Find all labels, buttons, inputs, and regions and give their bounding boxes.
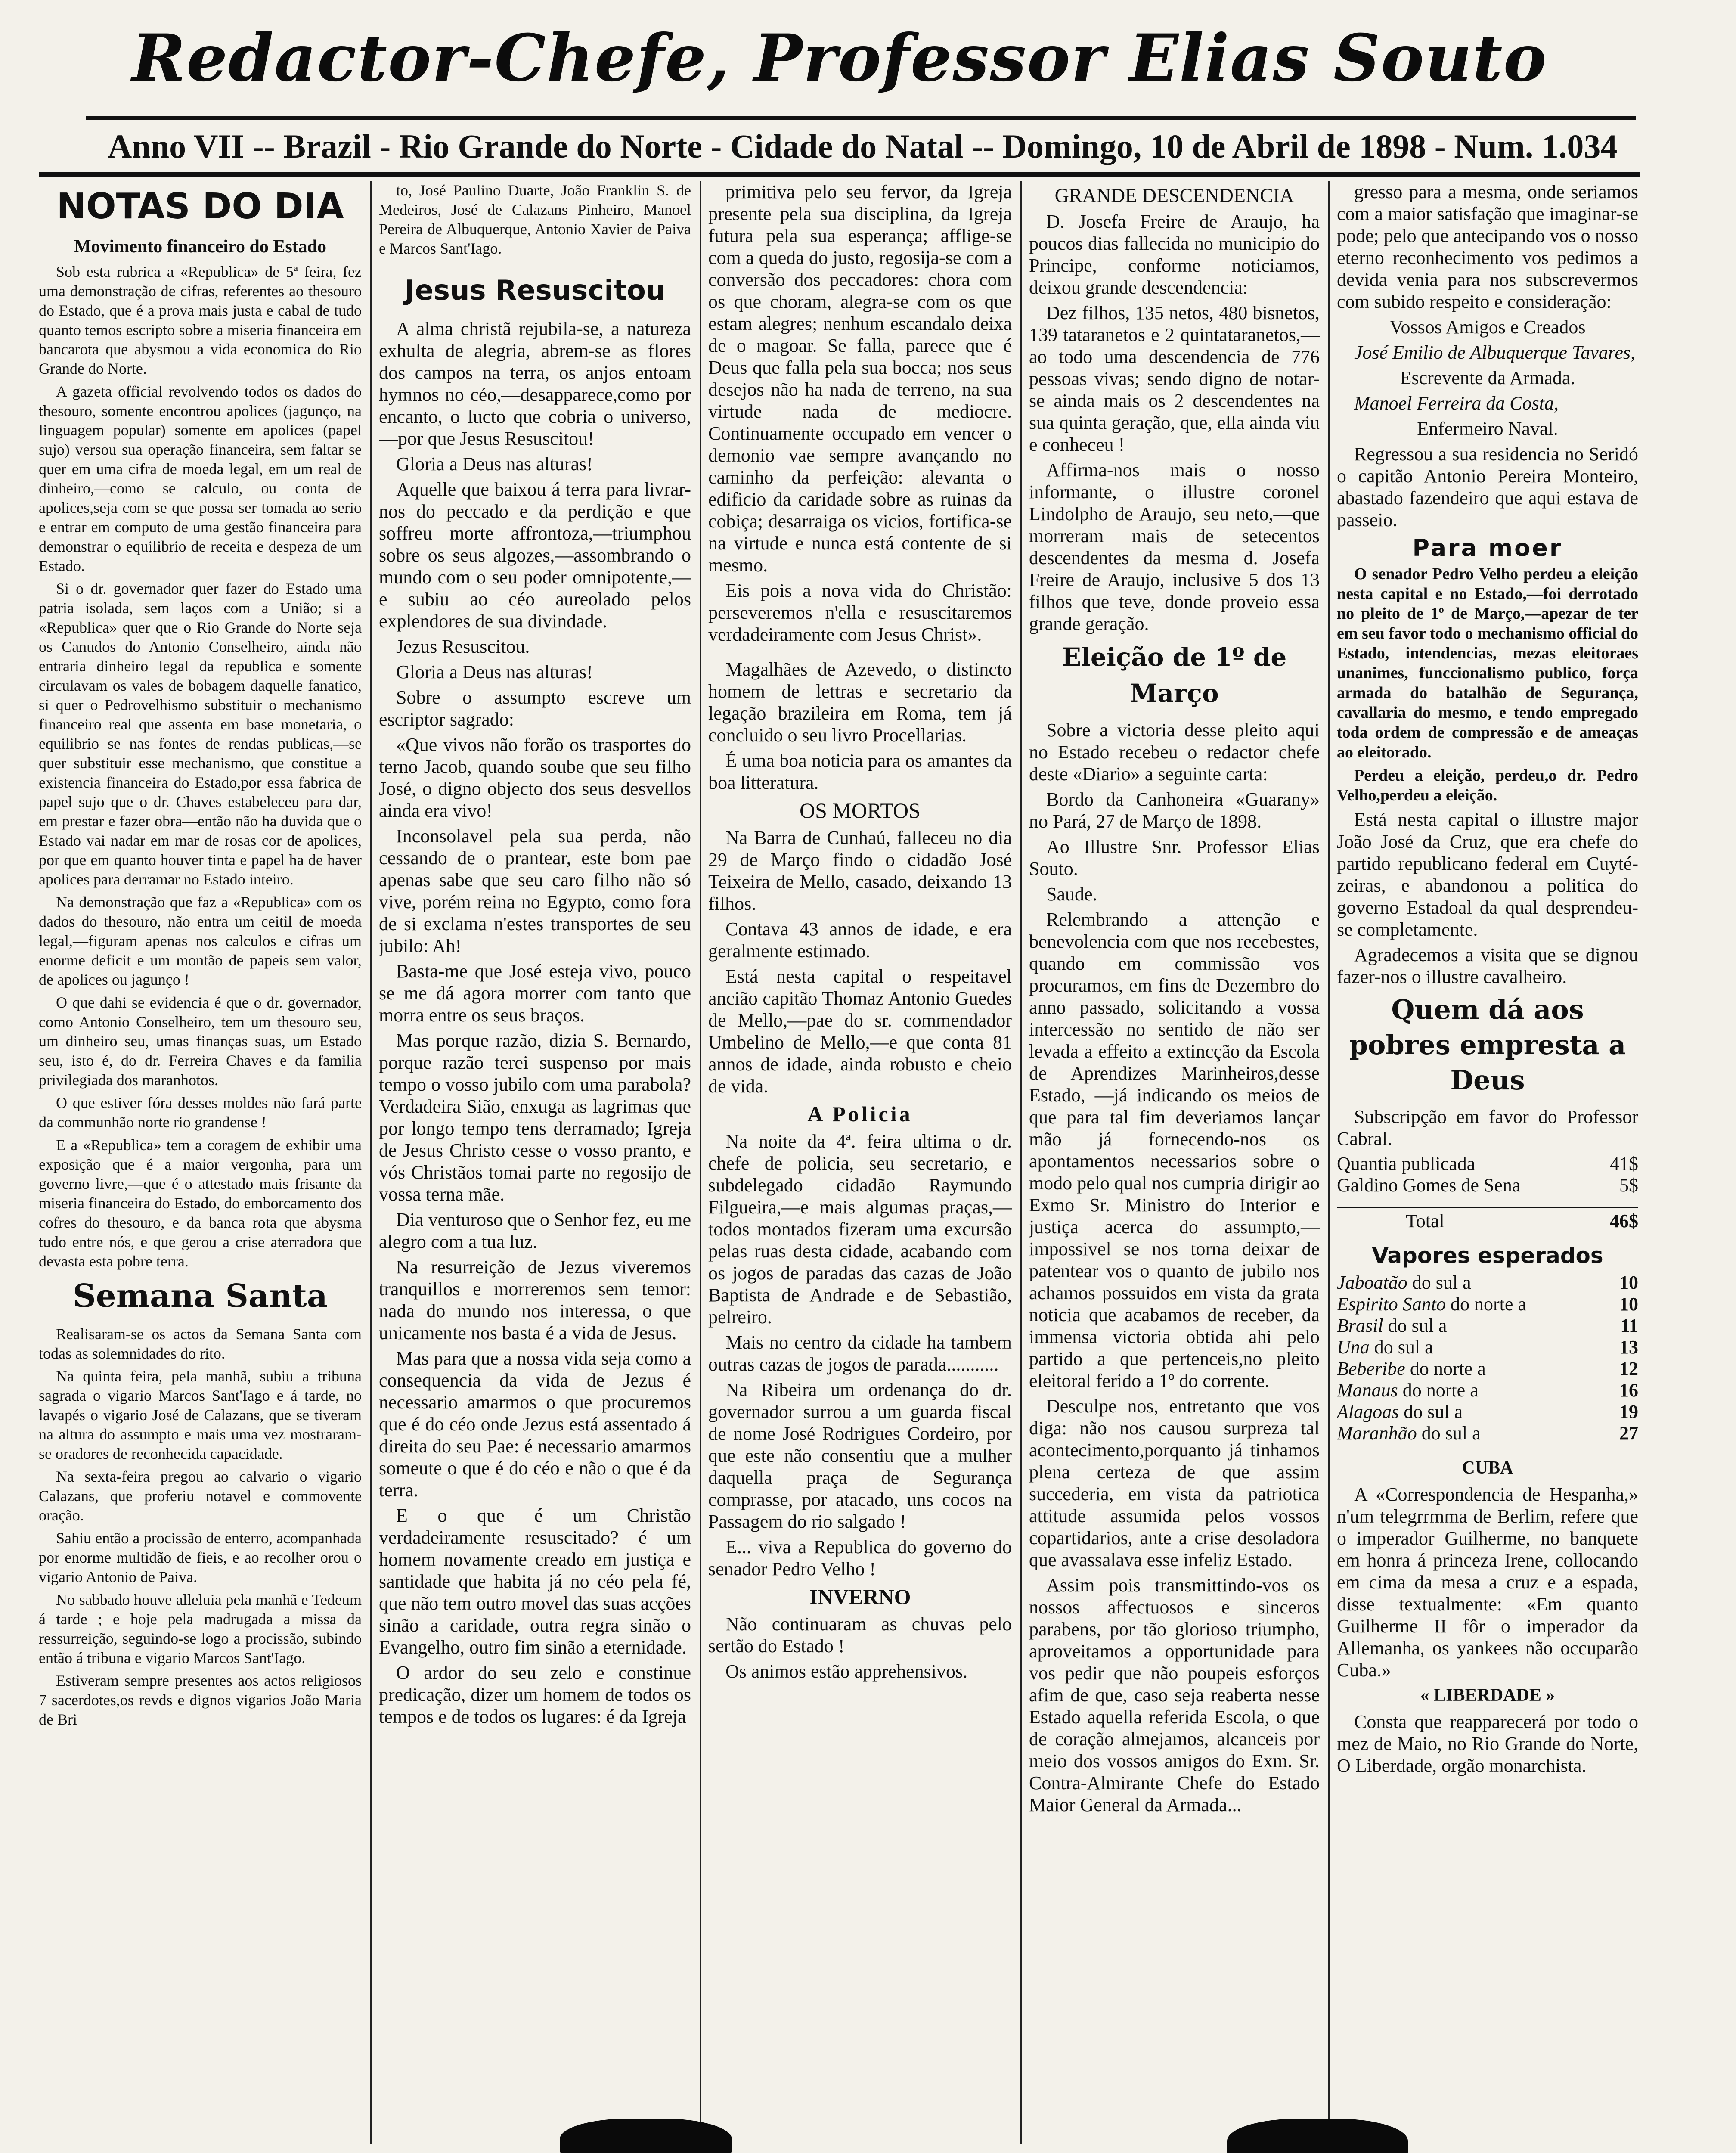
paragraph: A alma christã rejubila-se, a natureza exhulta de alegria, abrem-se as flores dos campos na terra, os anjos entoam hymnos no céo,—desapparece,como por encanto, o lucto que cobria o universo,—por que Jesus Resuscitou!: [379, 318, 691, 449]
grande-descendencia-heading: GRANDE DESCENDENCIA: [1054, 184, 1294, 206]
paragraph: Sob esta rubrica a «Republica» de 5ª feira, fez uma demonstração de cifras, referentes ao thesouro do Estado, que é a prova mais justa e cabal de tudo quanto temos escripto sobre a miseria financeira em bancarota que abysmou a vida economica do Rio Grande do Norte.: [39, 263, 362, 377]
vapor-item: [1337, 1401, 1638, 1423]
ink-blot: [1227, 2119, 1408, 2153]
vapor-item: [1337, 1423, 1638, 1444]
paragraph: Mas porque razão, dizia S. Bernardo, porque razão terei suspenso por mais tempo o vosso jubilo com uma parabola? Verdadeira Sião, enxuga as lagrimas que por longo tempo tens derramado; Igreja de Jesus Christo cesse o vosso pranto, e vós Christãos tomai parte no regosijo de vossa terna mãe.: [379, 1030, 691, 1205]
signature-line: Escrevente da Armada.: [1400, 367, 1575, 388]
column-2: [379, 181, 691, 2153]
paragraph: Está nesta capital o illustre major João José da Cruz, que era chefe do partido republicano federal em Cuyté-zeiras, e abandonou a politica do governo Estadoal da qual desprendeu-se completamente.: [1337, 809, 1638, 940]
paragraph: Está nesta capital o respeitavel ancião capitão Thomaz Antonio Guedes de Mello,—pae do sr. commendador Umbelino de Mello,—e que conta 81 annos de idade, ainda robusto e cheio de vida.: [708, 966, 1012, 1097]
ship-name: Brasil: [1337, 1315, 1383, 1336]
masthead-rule: [86, 116, 1636, 120]
paragraph: Perdeu a eleição, perdeu,o dr. Pedro Velho,perdeu a eleição.: [1337, 766, 1638, 804]
ship-route: do norte a: [1410, 1358, 1486, 1379]
paragraph: Magalhães de Azevedo, o distincto homem de lettras e secretario da legação brazileira em Roma, tem já concluido o seu livro Procellarias.: [708, 659, 1012, 746]
ship-route: do sul a: [1374, 1337, 1433, 1358]
paragraph: Aquelle que baixou á terra para livrar-nos do peccado e da perdição e que soffreu morte affrontoza,—triumphou sobre os seus algozes,—assombrando o mundo com o seu poder omnipotente,—e subiu ao céo aureolado pelos explendores de sua divindade.: [379, 479, 691, 632]
column-3: [708, 181, 1012, 2153]
paragraph: D. Josefa Freire de Araujo, ha poucos dias fallecida no municipio do Principe, conforme noticiamos, deixou grande descendencia:: [1029, 211, 1320, 298]
paragraph: Ao Illustre Snr. Professor Elias Souto.: [1029, 836, 1320, 879]
notas-do-dia-heading: NOTAS DO DIA: [56, 186, 344, 227]
vapores-list: [1337, 1272, 1638, 1444]
notas-subheading: Movimento financeiro do Estado: [74, 237, 327, 257]
paragraph: Sahiu então a procissão de enterro, acompanhada por enorme multidão de fieis, e ao recolher orou o vigario Antonio de Paiva.: [39, 1529, 362, 1585]
cuba-heading: CUBA: [1462, 1458, 1513, 1478]
ship-route: do sul a: [1412, 1272, 1471, 1293]
column-4: [1029, 181, 1320, 2153]
vapor-item: [1337, 1337, 1638, 1358]
paragraph: Jezus Resuscitou.: [396, 636, 530, 657]
column-rule: [1020, 181, 1022, 2144]
ship-day: 11: [1620, 1315, 1638, 1336]
ship-name: Una: [1337, 1337, 1370, 1358]
paragraph: Assim pois transmittindo-vos os nossos affectuosos e sinceros parabens, por tão glorioso triumpho, aproveitamos a opportunidade para vos pedir que não poupeis esforços afim de que, caso seja reaberta nesse Estado aquella referida Escola, o que de coração almejamos, alcanceis por meio dos vossos amigos do Exm. Sr. Contra-Almirante Chefe do Estado Maior General da Armada...: [1029, 1575, 1320, 1815]
paragraph: Gloria a Deus nas alturas!: [396, 661, 593, 683]
semana-santa-heading: Semana Santa: [73, 1278, 328, 1315]
paragraph: Não continuaram as chuvas pelo sertão do Estado !: [708, 1613, 1012, 1657]
paragraph: Dia venturoso que o Senhor fez, eu me alegro com a tua luz.: [379, 1209, 691, 1252]
notas-body: [39, 262, 362, 1271]
vapor-item: [1337, 1272, 1638, 1294]
ship-day: 10: [1619, 1294, 1638, 1315]
ship-day: 19: [1619, 1401, 1638, 1422]
ship-name: Espirito Santo: [1337, 1294, 1446, 1315]
paragraph: Na Ribeira um ordenança do dr. governador surrou a um guarda fiscal de nome José Rodrigues Cordeiro, por que este não consentiu que a mulher daquella praça de Segurança comprasse, por atacado, uns cocos na Passagem do rio salgado !: [708, 1379, 1012, 1532]
paragraph: Sobre a victoria desse pleito aqui no Estado recebeu o redactor chefe deste «Diario» a seguinte carta:: [1029, 720, 1320, 785]
inverno-heading: INVERNO: [809, 1585, 911, 1609]
paragraph: Consta que reapparecerá por todo o mez de Maio, no Rio Grande do Norte, O Liberdade, orgão monarchista.: [1337, 1711, 1638, 1776]
list-item: Quantia publicada 41$: [1337, 1153, 1638, 1174]
para-moer-heading: Para moer: [1412, 534, 1563, 562]
paragraph: Realisaram-se os actos da Semana Santa com todas as solemnidades do rito.: [39, 1325, 362, 1362]
ship-day: 12: [1619, 1358, 1638, 1379]
signature-line: Enfermeiro Naval.: [1417, 418, 1558, 439]
column-rule: [700, 181, 701, 2144]
semana-santa-body: [39, 1325, 362, 1729]
paragraph: Sobre o assumpto escreve um escriptor sagrado:: [379, 687, 691, 730]
ship-name: Alagoas: [1337, 1401, 1399, 1422]
paragraph: A «Correspondencia de Hespanha,» n'um telegrrmma de Berlim, refere que o imperador Guilherme, no banquete em honra á princeza Irene, collocando em cima da mesa a cruz e a espada, disse textualmente: «Em quanto Guilherme II fôr o imperador da Allemanha, os yankees não occuparão Cuba.»: [1337, 1484, 1638, 1681]
paragraph: Estiveram sempre presentes aos actos religiosos 7 sacerdotes,os revds e dignos vigarios João Maria de Bri: [39, 1672, 362, 1728]
paragraph: Mas para que a nossa vida seja como a consequencia da vida de Jezus é necessario amarmos o que procuremos que é do céo onde Jezus está assentado á direita do seu Pae: é necessario amarmos someute o que é do céo e não o que é da terra.: [379, 1348, 691, 1501]
paragraph: A gazeta official revolvendo todos os dados do thesouro, somente encontrou apolices (jagunço, na linguagem popular) somente em apolices (papel sujo) versou sua operação financeira, sem faltar se quer em uma cifra de moeda legal, em um real de dinheiro,—como se calculo, ou conta de apolices,seja com se que possa ser tomada ao serio e entrar em computo de uma gestão financeira para demonstrar o equilibrio de receita e despeza de um Estado.: [39, 383, 362, 574]
subscription-list: [1337, 1153, 1638, 1232]
ship-day: 27: [1619, 1423, 1638, 1444]
paragraph: Na quinta feira, pela manhã, subiu a tribuna sagrada o vigario Marcos Sant'Iago e á tarde, no lavapés o vigario José de Calazans, que se tiveram na altura do assumpto e mais uma vez mostraram-se oradores de reconhecida capacidade.: [39, 1368, 362, 1462]
paragraph: E o que é um Christão verdadeiramente resuscitado? é um homem novamente creado em justiça e santidade que habita já no céo pela fé, que não tem outro movel das suas acções sinão a caridade, outra regra sinão o Evangelho, outro fim sinão a eternidade.: [379, 1505, 691, 1658]
paragraph: Agradecemos a visita que se dignou fazer-nos o illustre cavalheiro.: [1337, 944, 1638, 987]
pobres-heading: Quem dá aos pobres empresta a Deus: [1349, 994, 1626, 1096]
ship-route: do norte a: [1402, 1380, 1479, 1401]
column-1: [39, 181, 362, 2153]
ship-day: 13: [1619, 1337, 1638, 1358]
dateline-rule: [39, 172, 1640, 177]
ship-name: Manaus: [1337, 1380, 1398, 1401]
ship-route: do sul a: [1388, 1315, 1447, 1336]
paragraph: No sabbado houve alleluia pela manhã e Tedeum á tarde ; e hoje pela madrugada a missa da ressurreição, seguindo-se logo a procissão, subindo então á tribuna e vigario Marcos Sant'Iago.: [39, 1591, 362, 1666]
paragraph: Os animos estão apprehensivos.: [725, 1661, 968, 1682]
paragraph: É uma boa noticia para os amantes da boa litteratura.: [708, 750, 1012, 793]
paragraph: primitiva pelo seu fervor, da Igreja presente pela sua disciplina, da Igreja futura pela sua esperança; afflige-se com a queda do justo, regosija-se com a conversão dos peccadores: chora com os que choram, alegra-se com os que estam alegres; nenhum escandalo deixa de o magoar. Se falla, parece que é Deus que falla pela sua bocca; nos seus desejos não ha nada de terreno, na sua virtude nada de mediocre. Continuamente occupado em vencer o demonio vae sempre avançando no caminho da perfeição: alevanta o edificio da caridade sobre as ruinas da cobiça; desarraiga os vicios, fortifica-se na virtude e nunca está contente de si mesmo.: [708, 181, 1012, 576]
column-rule: [370, 181, 372, 2144]
paragraph: Bordo da Canhoneira «Guarany» no Pará, 27 de Março de 1898.: [1029, 789, 1320, 832]
vapor-item: [1337, 1294, 1638, 1315]
a-policia-heading: A Policia: [807, 1102, 913, 1126]
ship-day: 16: [1619, 1380, 1638, 1401]
paragraph: O que estiver fóra desses moldes não fará parte da communhão norte rio grandense !: [39, 1094, 362, 1131]
ship-name: Beberibe: [1337, 1358, 1405, 1379]
ship-day: 10: [1619, 1272, 1638, 1293]
paragraph: Affirma-nos mais o nosso informante, o illustre coronel Lindolpho de Araujo, seu neto,—que morreram mais de setecentos descendentes da mesma d. Josefa Freire de Araujo, inclusive 5 dos 13 filhos que teve, donde proveio essa grande geração.: [1029, 459, 1320, 634]
paragraph: Na Barra de Cunhaú, falleceu no dia 29 de Março findo o cidadão José Teixeira de Mello, casado, deixando 13 filhos.: [708, 827, 1012, 914]
paragraph: Basta-me que José esteja vivo, pouco se me dá agora morrer com tanto que morra entre os seus braços.: [379, 961, 691, 1026]
paragraph: Saude.: [1046, 884, 1097, 905]
vapor-item: [1337, 1380, 1638, 1401]
paragraph: E... viva a Republica do governo do senador Pedro Velho !: [708, 1536, 1012, 1579]
paragraph: Na sexta-feira pregou ao calvario o vigario Calazans, que proferiu notavel e commovente oração.: [39, 1468, 362, 1524]
os-mortos-heading: OS MORTOS: [800, 798, 921, 822]
paragraph: Desculpe nos, entretanto que vos diga: não nos causou surpreza tal acontecimento,porquanto já tinhamos plena certeza de que assim succederia, em vista da patriotica attitude assumida pelos vossos copartidarios, ante a crise desoladora que avassalava esse infeliz Estado.: [1029, 1396, 1320, 1570]
paragraph: Si o dr. governador quer fazer do Estado uma patria isolada, sem laços com a União; si a «Republica» quer que o Rio Grande do Norte seja os Canudos do Antonio Conselheiro, ainda não entraria dinheiro legal da republica e somente circulavam os vales de bobagem daquelle fanatico, si quer o Pedrovelhismo substituir o mechanismo financeiro real que assenta em base monetaria, o equilibrio se nas fontes de rendas publicas,—se quer substituir esse mechanismo, que constitue a existencia financeira do Estado,por essa fabrica de papel sujo que o dr. Chaves estabeleceu para dar, em prestar e fazer obra—então não ha duvida que o Estado vai nadar em mar de rosas cor de apolices, por que em quanto houver tinta e papel ha de haver apolices para derramar no Estado inteiro.: [39, 580, 362, 888]
paragraph: Subscripção em favor do Professor Cabral.: [1337, 1106, 1638, 1149]
jesus-resuscitou-heading: Jesus Resuscitou: [404, 275, 666, 307]
paragraph: E a «Republica» tem a coragem de exhibir uma exposição que é a maior vergonha, para um governo livre,—que é o attestado mais frisante da miseria financeira do Estado, do emborcamento dos cofres do thesouro, e da banca rota que abysma tudo entre nós, e que gerou a crise aterradora que devasta esta pobre terra.: [39, 1136, 362, 1270]
vapores-heading: Vapores esperados: [1372, 1243, 1603, 1268]
paragraph: Mais no centro da cidade ha tambem outras cazas de jogos de parada...........: [708, 1332, 1012, 1375]
dateline: Anno VII -- Brazil - Rio Grande do Norte - Cidade do Natal -- Domingo, 10 de Abril de 1898 - Num. 1.034: [108, 127, 1618, 165]
ship-route: do sul a: [1404, 1401, 1463, 1422]
vapor-item: [1337, 1358, 1638, 1380]
paragraph: O que dahi se evidencia é que o dr. governador, como Antonio Conselheiro, tem um thesouro seu, um dinheiro seu, umas finanças suas, um Estado seu, isto é, do dr. Ferreira Chaves e da familia privilegiada dos maranhotos.: [39, 994, 362, 1089]
paragraph: Na demonstração que faz a «Republica» com os dados do thesouro, não entra um ceitil de moeda legal,—figuram apenas nos calculos e cifras um enorme deficit e um montão de papeis sem valor, de apolices ou jagunço !: [39, 893, 362, 988]
paragraph: O ardor do seu zelo e constinue predicação, dizer um homem de todos os tempos e de todos os lugares: é da Igreja: [379, 1662, 691, 1727]
total-row: Total 46$: [1337, 1207, 1638, 1232]
column-5: [1337, 181, 1638, 2153]
signature-line: Manoel Ferreira da Costa,: [1354, 393, 1559, 414]
paragraph: Contava 43 annos de idade, e era geralmente estimado.: [708, 918, 1012, 962]
paragraph: Dez filhos, 135 netos, 480 bisnetos, 139 tataranetos e 2 quintataranetos,—ao todo uma descendencia de 776 pessoas vivas; sendo digno de notar-se ainda mais os 2 descendentes na sua quinta geração, que, ella ainda viu e conheceu !: [1029, 302, 1320, 455]
masthead-title: Redactor-Chefe, Professor Elias Souto: [132, 20, 1547, 96]
paragraph: O senador Pedro Velho perdeu a eleição nesta capital e no Estado,—foi derrotado no pleito de 1º de Março,—apezar de ter em seu favor todo o mechanismo official do Estado, intendencias, mezas eleitoraes unanimes, funccionalismo publico, força armada do batalhão de Segurança, cavallaria do mesmo, e tendo empregado toda ordem de compressão e de ameaças ao eleitorado.: [1337, 565, 1638, 761]
paragraph: gresso para a mesma, onde seriamos com a maior satisfação que imaginar-se pode; pelo que antecipando vos o nosso eterno reconhecimento vos pedimos a devida venia para nos subscrevermos com subido respeito e consideração:: [1337, 181, 1638, 312]
paragraph: Regressou a sua residencia no Seridó o capitão Antonio Pereira Monteiro, abastado fazendeiro que aqui estava de passeio.: [1337, 444, 1638, 530]
signature-line: José Emilio de Albuquerque Tavares,: [1354, 342, 1635, 363]
signature-line: Vossos Amigos e Creados: [1389, 316, 1586, 338]
vapor-item: [1337, 1315, 1638, 1337]
paragraph: Na resurreição de Jezus viveremos tranquillos e morreremos sem temor: nada do mundo nos interessa, o que unicamente nos basta é a vida de Jesus.: [379, 1256, 691, 1343]
liberdade-heading: « LIBERDADE »: [1420, 1685, 1555, 1705]
ship-name: Maranhão: [1337, 1423, 1417, 1444]
ship-route: do norte a: [1451, 1294, 1526, 1315]
ship-name: Jaboatão: [1337, 1272, 1407, 1293]
list-item: Galdino Gomes de Sena 5$: [1337, 1175, 1638, 1196]
paragraph: Relembrando a attenção e benevolencia com que nos recebestes, quando em commissão vos procuramos, em fins de Dezembro do anno passado, solicitando a vossa intercessão no sentido de não ser levada a effeito a extincção da Escola de Aprendizes Marinheiros,desse Estado, —já indicando os meios de que para tal fim deveriamos lançar mão já fornecendo-nos os apontamentos necessarios sobre o modo pelo qual nos cumpria dirigir ao Exmo Sr. Ministro do Interior e justiça acerca do assumpto,—impossivel se nos torna deixar de patentear vos o quanto de jubilo nos achamos possuidos em vista da grata noticia que acabamos de receber, da immensa victoria obtida ahi pelo partido a que pertenceis,no pleito eleitoral ferido a 1º do corrente.: [1029, 909, 1320, 1391]
paragraph: Na noite da 4ª. feira ultima o dr. chefe de policia, seu secretario, e subdelegado cidadão Raymundo Filgueira,—e mais algumas praças,—todos montados fizeram uma excursão pelas ruas desta cidade, acabando com os jogos de paradas das cazas de João Baptista de Andrade e de Sebastião, pelreiro.: [708, 1131, 1012, 1328]
ship-route: do sul a: [1421, 1423, 1481, 1444]
paragraph: Inconsolavel pela sua perda, não cessando de o prantear, este bom pae apenas sabe que seu caro filho não só vive, porém reina no Egypto, como fora de si exclama n'estes transportes de seu jubilo: Ah!: [379, 825, 691, 956]
ink-blot: [560, 2119, 732, 2153]
paragraph: to, José Paulino Duarte, João Franklin S. de Medeiros, José de Calazans Pinheiro, Manoel Pereira de Albuquerque, Antonio Xavier de Paiva e Marcos Sant'Iago.: [379, 182, 691, 257]
paragraph: Eis pois a nova vida do Christão: perseveremos n'ella e resuscitaremos verdadeiramente com Jesus Christ».: [708, 580, 1012, 645]
paragraph: Gloria a Deus nas alturas!: [396, 453, 593, 475]
column-rule: [1328, 181, 1330, 2144]
eleicao-heading: Eleição de 1º de Março: [1062, 642, 1287, 708]
paragraph: «Que vivos não forão os trasportes do terno Jacob, quando soube que seu filho José, o digno objecto dos seus desvellos ainda era vivo!: [379, 734, 691, 821]
